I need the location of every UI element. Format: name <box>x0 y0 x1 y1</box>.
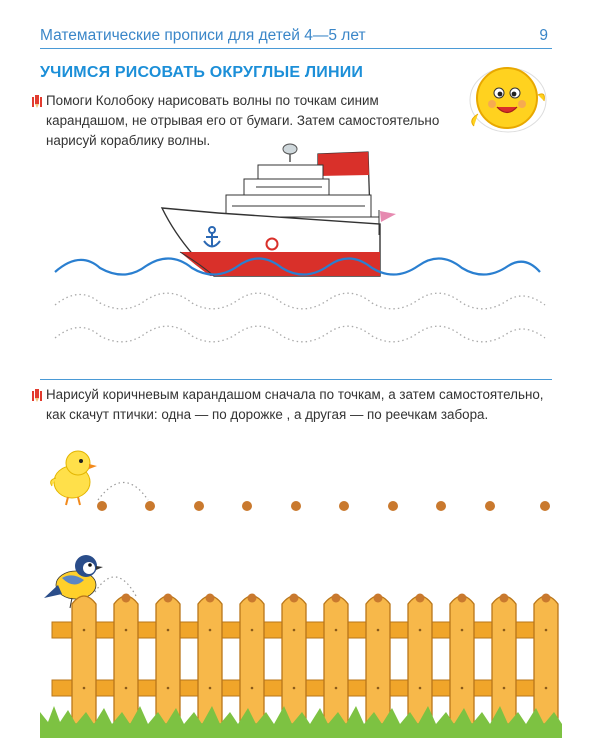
dotted-wave-1 <box>55 293 545 309</box>
fence-top-dots <box>122 594 551 603</box>
chick-icon <box>51 451 97 505</box>
tit-bird-icon <box>44 555 103 608</box>
jump-dots-row <box>97 501 550 511</box>
task-2-instructions: Нарисуй коричневым карандашом сначала по точкам, а затем самостоятельно, как скачут птички: одна — по дорожке , а другая — по реечкам забора. <box>46 387 544 422</box>
page-number: 9 <box>539 27 548 44</box>
task-1-instructions: Помоги Колобоку нарисовать волны по точкам синим карандашом, не отрывая его от бумаги. Затем самостоятельно нарисуй кораблику волны. <box>46 93 440 148</box>
section-title: УЧИМСЯ РИСОВАТЬ ОКРУГЛЫЕ ЛИНИИ <box>40 64 364 81</box>
dotted-wave-2 <box>55 326 545 342</box>
ship-icon <box>162 144 396 276</box>
fence-icon <box>52 596 558 724</box>
kolobok-icon <box>470 68 546 132</box>
header-title: Математические прописи для детей 4—5 лет <box>40 27 366 44</box>
